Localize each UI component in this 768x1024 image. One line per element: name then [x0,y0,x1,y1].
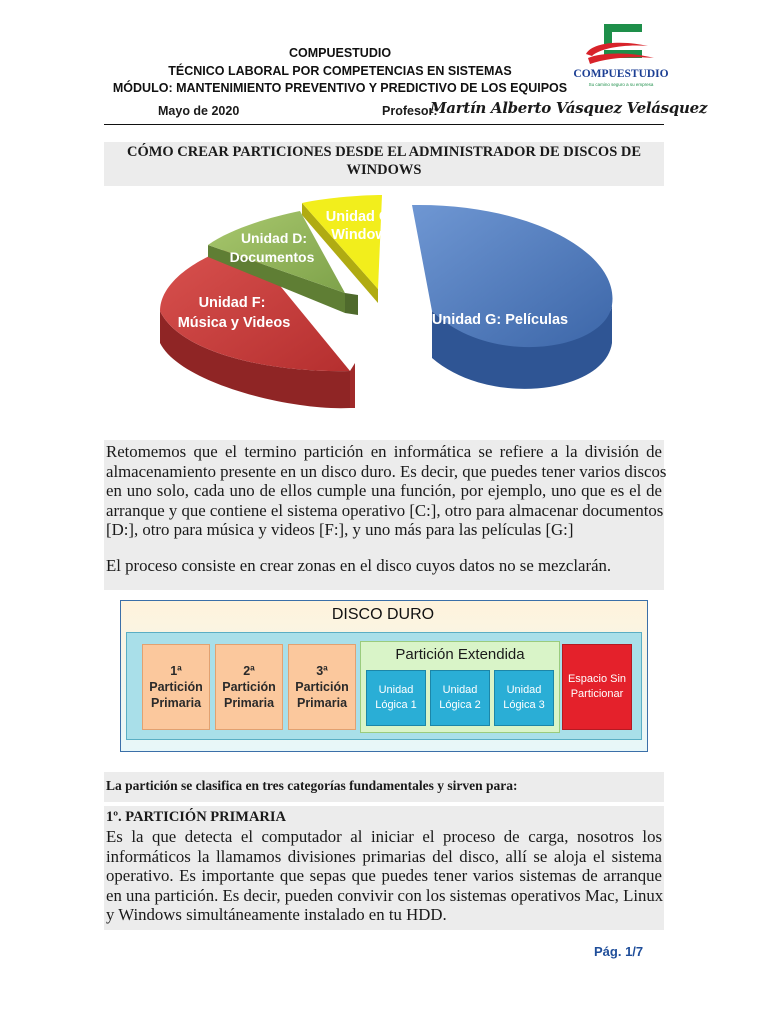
header-professor-label: Profesor: [382,104,438,118]
primary-partition-1 [142,644,210,730]
title-line-2: WINDOWS [346,162,422,178]
intro-line: Retomemos que el termino partición en informática se refiere a la división de [106,442,662,461]
logical-unit-2 [430,670,490,726]
logical-label: Unidad [378,684,414,696]
header-rule [104,124,664,125]
logo-text: COMPUESTUDIO [573,68,669,80]
logical-label: Lógica 2 [439,699,481,711]
primary-label: Primaria [223,696,275,710]
extended-partition [360,641,560,733]
logical-unit-3 [494,670,554,726]
header-module: MÓDULO: MANTENIMIENTO PREVENTIVO Y PREDICTIVO DE LOS EQUIPOS [112,81,568,95]
header-program: TÉCNICO LABORAL POR COMPETENCIAS EN SISTEMAS [168,64,512,78]
intro-line: en uno solo, cada uno de ellos cumple una función, por ejemplo, uno que es el de [106,481,662,500]
unpartitioned-space [562,644,632,730]
intro-line: arranque y que contiene el sistema operativo [C:], otro para almacenar documentos [106,500,664,520]
partition-pie-illustration [150,193,620,415]
disk-title: DISCO DURO [331,606,435,623]
logical-label: Unidad [442,684,478,696]
pie-label-f-2: Música y Videos [177,315,291,331]
pie-label-d-2: Documentos [229,249,315,265]
primary-label: 1ª [170,664,182,678]
logo-red-swoosh-2 [588,54,654,65]
section-line: en una partición. Es decir, pueden convivir con los sistemas operativos Mac, Linux [106,885,664,905]
primary-partition-2 [215,644,283,730]
compuestudio-logo [573,20,669,92]
logical-label: Lógica 3 [503,699,545,711]
slice-f-edge [350,363,355,408]
logical-label: Unidad [506,684,542,696]
primary-label: Partición [222,680,276,694]
pie-label-c-1: Unidad C: [325,209,395,225]
section-line: y Windows simultáneamente instalado en tu HDD. [106,905,447,924]
section-line: operativo. Es importante que sepas que puedes tener varios sistemas de arranque [106,866,662,885]
logical-unit-1 [366,670,426,726]
slice-d-edge [345,293,358,315]
intro-line: [D:], otro para música y videos [F:], y uno más para las películas [G:] [106,520,574,539]
title-line-1: CÓMO CREAR PARTICIONES DESDE EL ADMINISTRADOR DE DISCOS DE [126,144,642,160]
intro-paragraph [106,442,667,540]
pie-label-f-1: Unidad F: [198,295,266,311]
section-line: informáticos la llamamos divisiones primarias del disco, allí se aloja el sistema [106,846,662,866]
header-date: Mayo de 2020 [158,104,240,118]
document-title [104,143,664,179]
professor-signature: Martín Alberto Vásquez Velásquez [430,99,708,117]
intro-line: almacenamiento presente en un disco duro. Es decir, que puedes tener varios discos [106,461,667,481]
primary-label: 2ª [243,664,255,678]
primary-label: Partición [149,680,203,694]
hard-disk-diagram [120,600,648,752]
primary-partition-paragraph [106,827,662,925]
primary-label: Primaria [296,696,348,710]
page-number: Pág. 1/7 [594,944,644,959]
primary-label: Primaria [150,696,202,710]
primary-label: Partición [295,680,349,694]
primary-label: 3ª [316,664,328,678]
logo-tagline: Su camino seguro a su empresa [588,82,654,87]
pie-label-c-2: Windows [331,227,395,243]
extended-partition-title: Partición Extendida [395,646,525,663]
categories-heading: La partición se clasifica en tres categorías fundamentales y sirven para: [106,778,518,793]
section-heading-primary: 1º. PARTICIÓN PRIMARIA [106,809,287,825]
logo-green-shape [604,24,642,44]
unpartitioned-label: Particionar [570,688,624,700]
logical-label: Lógica 1 [375,699,417,711]
primary-partition-3 [288,644,356,730]
process-paragraph: El proceso consiste en crear zonas en el disco cuyos datos no se mezclarán. [106,556,612,575]
header-org: COMPUESTUDIO [288,46,392,60]
unpartitioned-label: Espacio Sin [567,673,627,685]
section-line: Es la que detecta el computador al iniciar el proceso de carga, nosotros los [106,827,662,846]
pie-label-g: Unidad G: Películas [431,312,569,328]
pie-label-d-1: Unidad D: [240,230,308,246]
